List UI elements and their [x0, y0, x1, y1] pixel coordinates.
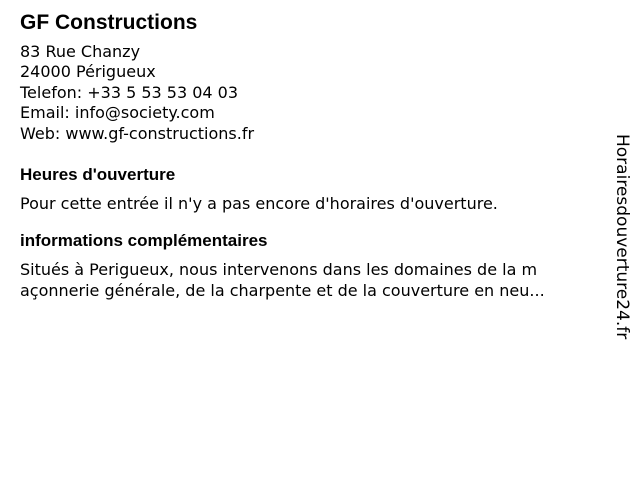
listing-content	[20, 10, 600, 301]
website-link[interactable]: Web: www.gf-constructions.fr	[20, 123, 255, 143]
address-block	[20, 42, 600, 144]
opening-hours-text: Pour cette entrée il n'y a pas encore d'horaires d'ouverture.	[20, 194, 498, 214]
company-name: GF Constructions	[20, 11, 198, 34]
additional-info-heading: informations complémentaires	[20, 231, 268, 251]
additional-info-line: açonnerie générale, de la charpente et de la couverture en neu...	[20, 280, 545, 300]
additional-info-line: Situés à Perigueux, nous intervenons dans les domaines de la m	[20, 260, 538, 280]
postal-city: 24000 Périgueux	[20, 62, 156, 82]
phone-number[interactable]: Telefon: +33 5 53 53 04 03	[20, 82, 239, 102]
site-watermark: Horairesdouverture24.fr	[612, 134, 632, 340]
additional-info-text	[20, 260, 600, 301]
email-address[interactable]: Email: info@society.com	[20, 103, 215, 123]
opening-hours-heading: Heures d'ouverture	[20, 165, 176, 185]
street-address: 83 Rue Chanzy	[20, 42, 141, 61]
